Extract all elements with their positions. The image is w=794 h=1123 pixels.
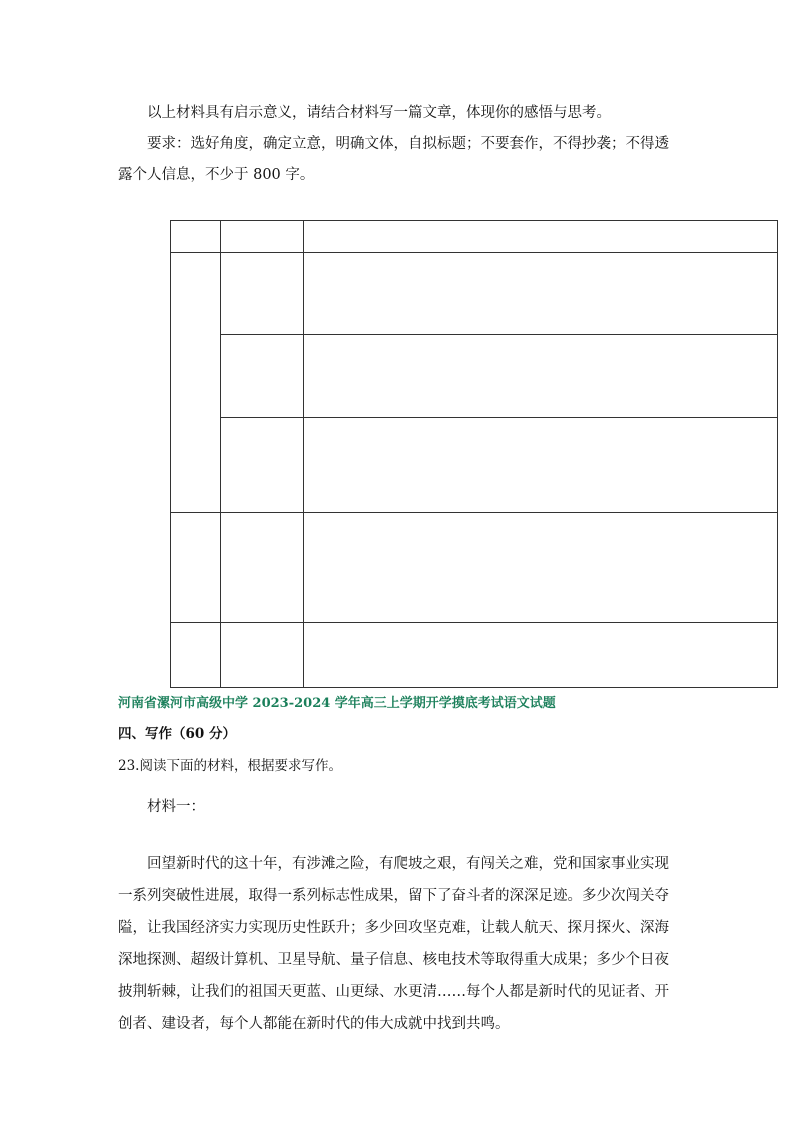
section-heading: 四、写作（60 分）	[118, 726, 236, 742]
empty-table	[170, 220, 778, 688]
table-row	[171, 253, 778, 335]
table-cell	[304, 418, 778, 513]
table-cell	[221, 335, 304, 418]
table-cell	[304, 335, 778, 418]
material-paragraph: 回望新时代的这十年，有涉滩之险，有爬坡之艰，有闯关之难，党和国家事业实现一系列突破性进展，取得一系列标志性成果，留下了奋斗者的深深足迹。多少次闯关夺隘，让我国经济实力实现历史性跃升；多少回攻坚克难，让载人航天、探月探火、深海深地探测、超级计算机、卫星导航、量子信息、核电技术等取得重大成果；多少个日夜披荆斩棘，让我们的祖国天更蓝、山更绿、水更清……每个人都是新时代的见证者、开创者、建设者，每个人都能在新时代的伟大成就中找到共鸣。	[118, 856, 669, 1032]
table-row	[171, 623, 778, 688]
source-title: 河南省漯河市高级中学 2023-2024 学年高三上学期开学摸底考试语文试题	[118, 696, 556, 711]
table-cell	[221, 623, 304, 688]
question-prompt: 23.阅读下面的材料，根据要求写作。	[118, 758, 342, 774]
material-label: 材料一：	[147, 799, 205, 815]
table-cell	[171, 513, 221, 623]
table-cell	[221, 221, 304, 253]
table-cell	[221, 418, 304, 513]
table-cell	[171, 253, 221, 513]
instruction-line: 以上材料具有启示意义，请结合材料写一篇文章，体现你的感悟与思考。	[147, 105, 611, 121]
table-cell	[304, 221, 778, 253]
table-cell	[171, 623, 221, 688]
table-row	[171, 513, 778, 623]
table-row	[171, 335, 778, 418]
table-row	[171, 418, 778, 513]
table-cell	[221, 513, 304, 623]
table-cell	[304, 253, 778, 335]
table-cell	[304, 623, 778, 688]
table-cell	[221, 253, 304, 335]
table-cell	[171, 221, 221, 253]
requirements-paragraph: 要求：选好角度，确定立意，明确文体，自拟标题；不要套作，不得抄袭；不得透露个人信息，不少于 800 字。	[118, 136, 669, 183]
table-cell	[304, 513, 778, 623]
table-row	[171, 221, 778, 253]
